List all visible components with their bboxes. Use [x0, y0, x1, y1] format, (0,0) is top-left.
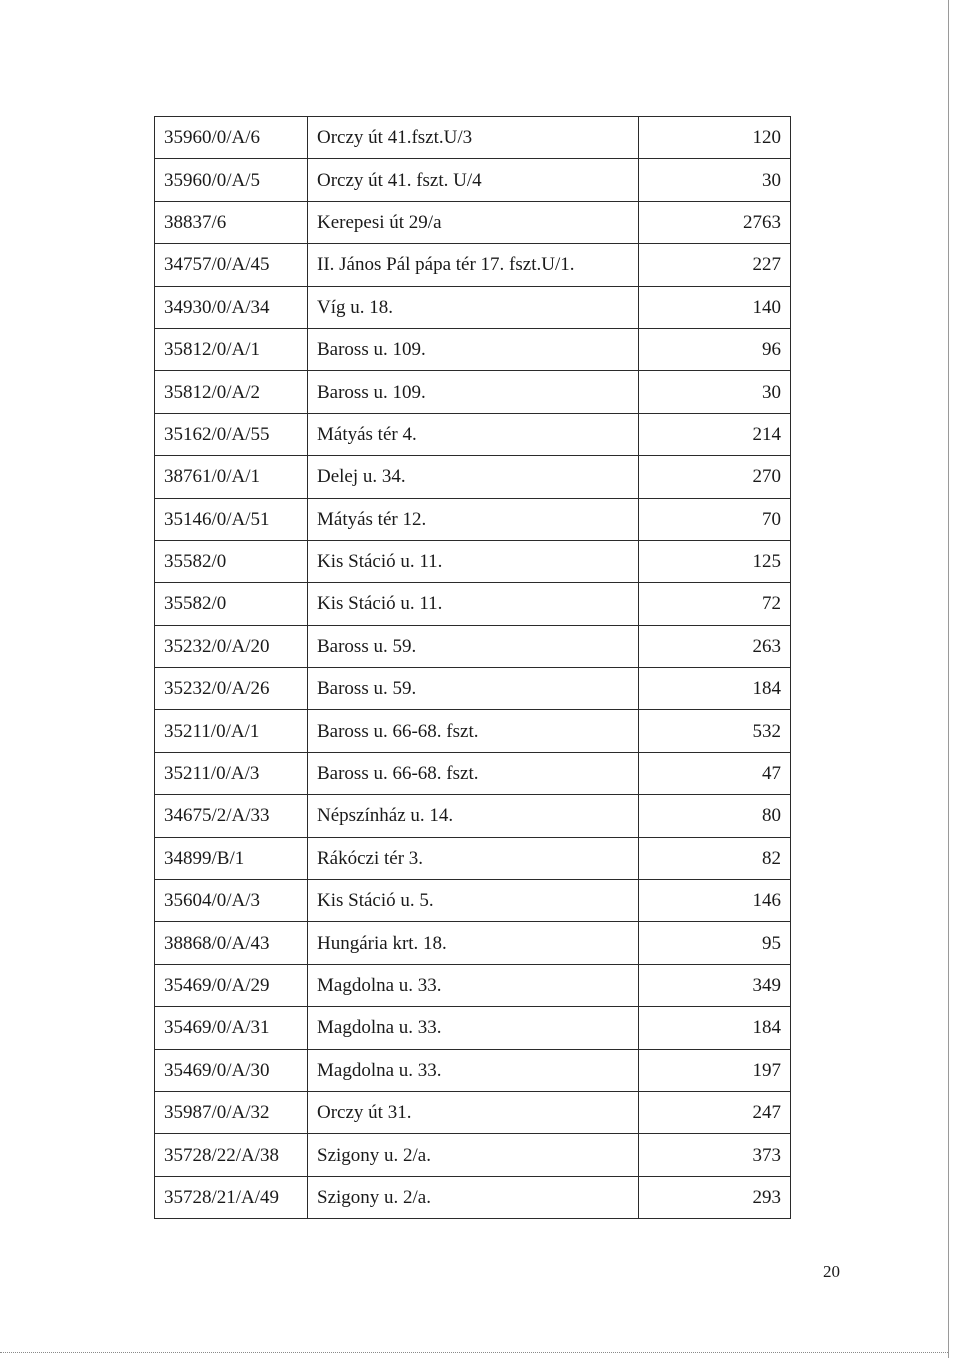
- table-row: [155, 795, 791, 837]
- address-cell: Baross u. 59.: [308, 668, 639, 710]
- area-cell: 197: [639, 1049, 791, 1091]
- parcel-id-cell: 34757/0/A/45: [155, 244, 308, 286]
- area-cell: 2763: [639, 201, 791, 243]
- scan-edge-line: [948, 0, 949, 1358]
- parcel-id-cell: 38761/0/A/1: [155, 456, 308, 498]
- address-cell: Orczy út 31.: [308, 1091, 639, 1133]
- parcel-id-cell: 35211/0/A/1: [155, 710, 308, 752]
- area-cell: 270: [639, 456, 791, 498]
- address-cell: Kerepesi út 29/a: [308, 201, 639, 243]
- area-cell: 120: [639, 117, 791, 159]
- table-row: [155, 159, 791, 201]
- parcel-id-cell: 34930/0/A/34: [155, 286, 308, 328]
- area-cell: 70: [639, 498, 791, 540]
- area-cell: 80: [639, 795, 791, 837]
- table-row: [155, 880, 791, 922]
- area-cell: 532: [639, 710, 791, 752]
- table-row: [155, 583, 791, 625]
- parcel-id-cell: 35812/0/A/1: [155, 328, 308, 370]
- area-cell: 82: [639, 837, 791, 879]
- address-cell: Baross u. 66-68. fszt.: [308, 710, 639, 752]
- parcel-id-cell: 35146/0/A/51: [155, 498, 308, 540]
- area-cell: 373: [639, 1134, 791, 1176]
- parcel-id-cell: 35469/0/A/31: [155, 1007, 308, 1049]
- area-cell: 95: [639, 922, 791, 964]
- address-cell: Magdolna u. 33.: [308, 1049, 639, 1091]
- page-number: 20: [823, 1262, 840, 1281]
- table-row: [155, 1049, 791, 1091]
- area-cell: 184: [639, 668, 791, 710]
- parcel-id-cell: 34899/B/1: [155, 837, 308, 879]
- parcel-id-cell: 35469/0/A/30: [155, 1049, 308, 1091]
- address-cell: Hungária krt. 18.: [308, 922, 639, 964]
- address-cell: Baross u. 66-68. fszt.: [308, 752, 639, 794]
- table-row: [155, 413, 791, 455]
- area-cell: 72: [639, 583, 791, 625]
- parcel-id-cell: 38868/0/A/43: [155, 922, 308, 964]
- area-cell: 30: [639, 159, 791, 201]
- address-cell: Mátyás tér 4.: [308, 413, 639, 455]
- table-row: [155, 1176, 791, 1218]
- parcel-id-cell: 35960/0/A/6: [155, 117, 308, 159]
- parcel-id-cell: 35211/0/A/3: [155, 752, 308, 794]
- address-cell: Magdolna u. 33.: [308, 1007, 639, 1049]
- table-row: [155, 964, 791, 1006]
- table-row: [155, 371, 791, 413]
- table-row: [155, 456, 791, 498]
- address-cell: Orczy út 41.fszt.U/3: [308, 117, 639, 159]
- table-row: [155, 1007, 791, 1049]
- address-cell: Baross u. 59.: [308, 625, 639, 667]
- area-cell: 125: [639, 540, 791, 582]
- address-cell: Víg u. 18.: [308, 286, 639, 328]
- table-row: [155, 625, 791, 667]
- table-row: [155, 498, 791, 540]
- property-table-body: [155, 117, 791, 1219]
- address-cell: Kis Stáció u. 11.: [308, 540, 639, 582]
- address-cell: Szigony u. 2/a.: [308, 1134, 639, 1176]
- parcel-id-cell: 35582/0: [155, 583, 308, 625]
- address-cell: Kis Stáció u. 11.: [308, 583, 639, 625]
- address-cell: Orczy út 41. fszt. U/4: [308, 159, 639, 201]
- address-cell: Népszínház u. 14.: [308, 795, 639, 837]
- area-cell: 146: [639, 880, 791, 922]
- table-row: [155, 922, 791, 964]
- address-cell: Delej u. 34.: [308, 456, 639, 498]
- property-table: [154, 116, 791, 1219]
- address-cell: Kis Stáció u. 5.: [308, 880, 639, 922]
- table-row: [155, 540, 791, 582]
- area-cell: 184: [639, 1007, 791, 1049]
- area-cell: 227: [639, 244, 791, 286]
- area-cell: 263: [639, 625, 791, 667]
- address-cell: Magdolna u. 33.: [308, 964, 639, 1006]
- table-row: [155, 710, 791, 752]
- table-row: [155, 668, 791, 710]
- table-row: [155, 244, 791, 286]
- area-cell: 214: [639, 413, 791, 455]
- table-row: [155, 286, 791, 328]
- parcel-id-cell: 35604/0/A/3: [155, 880, 308, 922]
- address-cell: Mátyás tér 12.: [308, 498, 639, 540]
- parcel-id-cell: 35582/0: [155, 540, 308, 582]
- parcel-id-cell: 35232/0/A/26: [155, 668, 308, 710]
- area-cell: 247: [639, 1091, 791, 1133]
- address-cell: Szigony u. 2/a.: [308, 1176, 639, 1218]
- table-row: [155, 1091, 791, 1133]
- parcel-id-cell: 35728/21/A/49: [155, 1176, 308, 1218]
- parcel-id-cell: 34675/2/A/33: [155, 795, 308, 837]
- area-cell: 140: [639, 286, 791, 328]
- table-row: [155, 117, 791, 159]
- area-cell: 30: [639, 371, 791, 413]
- table-row: [155, 1134, 791, 1176]
- address-cell: II. János Pál pápa tér 17. fszt.U/1.: [308, 244, 639, 286]
- area-cell: 349: [639, 964, 791, 1006]
- parcel-id-cell: 35162/0/A/55: [155, 413, 308, 455]
- address-cell: Baross u. 109.: [308, 371, 639, 413]
- area-cell: 47: [639, 752, 791, 794]
- area-cell: 96: [639, 328, 791, 370]
- table-row: [155, 752, 791, 794]
- parcel-id-cell: 35728/22/A/38: [155, 1134, 308, 1176]
- area-cell: 293: [639, 1176, 791, 1218]
- address-cell: Baross u. 109.: [308, 328, 639, 370]
- table-row: [155, 201, 791, 243]
- parcel-id-cell: 35960/0/A/5: [155, 159, 308, 201]
- address-cell: Rákóczi tér 3.: [308, 837, 639, 879]
- scan-bottom-line: [0, 1352, 948, 1353]
- table-row: [155, 837, 791, 879]
- parcel-id-cell: 38837/6: [155, 201, 308, 243]
- table-row: [155, 328, 791, 370]
- parcel-id-cell: 35232/0/A/20: [155, 625, 308, 667]
- parcel-id-cell: 35987/0/A/32: [155, 1091, 308, 1133]
- parcel-id-cell: 35812/0/A/2: [155, 371, 308, 413]
- parcel-id-cell: 35469/0/A/29: [155, 964, 308, 1006]
